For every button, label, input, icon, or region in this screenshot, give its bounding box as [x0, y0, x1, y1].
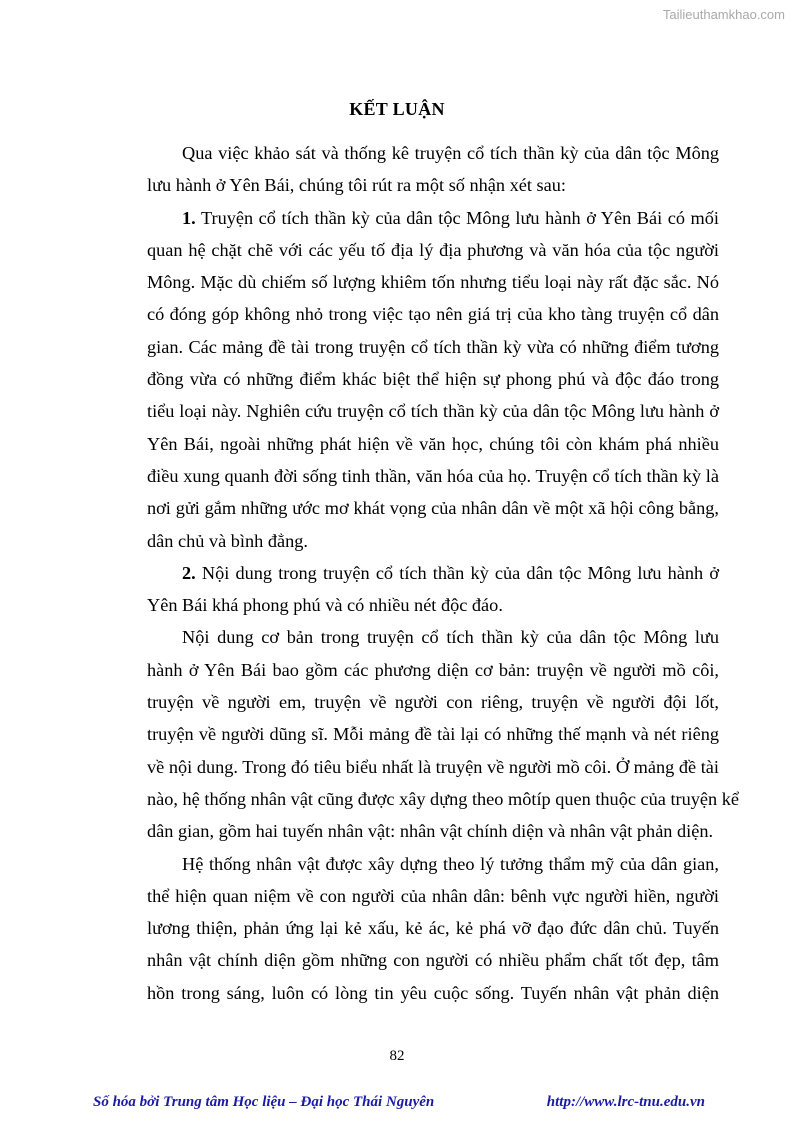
text-line	[147, 557, 719, 589]
line-text: dân gian, gồm hai tuyến nhân vật: nhân vật chính diện và nhân vật phản diện.	[147, 821, 714, 842]
line-text: điều xung quanh đời sống tinh thần, văn hóa của họ. Truyện cổ tích thần kỳ là	[147, 465, 719, 486]
line-text: nơi gửi gắm những ước mơ khát vọng của nhân dân về một xã hội công bằng,	[147, 498, 719, 519]
text-line	[147, 912, 719, 944]
line-text: truyện về người dũng sĩ. Mỗi mảng đề tài lại có những thế mạnh và nét riêng	[147, 724, 719, 745]
text-line	[147, 880, 719, 912]
line-text: Truyện cổ tích thần kỳ của dân tộc Mông lưu hành ở Yên Bái có mối	[195, 207, 719, 228]
line-text: đồng vừa có những điểm khác biệt thể hiện sự phong phú và độc đáo trong	[147, 369, 719, 390]
text-line	[147, 783, 739, 815]
line-text: Qua việc khảo sát và thống kê truyện cổ tích thần kỳ của dân tộc Mông	[182, 143, 719, 163]
line-text: nào, hệ thống nhân vật cũng được xây dựng theo môtíp quen thuộc của truyện kể	[147, 788, 739, 809]
text-line	[147, 234, 719, 266]
text-line	[147, 589, 719, 621]
text-line	[147, 654, 719, 686]
line-text: lưu hành ở Yên Bái, chúng tôi rút ra một số nhận xét sau:	[147, 175, 566, 196]
footer-source: Số hóa bởi Trung tâm Học liệu – Đại học Thái Nguyên	[93, 1094, 435, 1110]
paragraph	[147, 202, 719, 557]
text-line	[147, 331, 719, 363]
line-text: Nội dung cơ bản trong truyện cổ tích thần kỳ của dân tộc Mông lưu	[182, 627, 719, 648]
text-line	[147, 525, 719, 557]
paragraph	[147, 848, 719, 1009]
text-line	[147, 363, 719, 395]
paragraph	[147, 557, 719, 622]
text-line	[147, 428, 719, 460]
text-line	[147, 266, 719, 298]
text-line	[147, 944, 719, 976]
watermark: Tailieuthamkhao.com	[662, 7, 785, 22]
item-number: 1.	[182, 207, 196, 228]
line-text: hành ở Yên Bái bao gồm các phương diện cơ bản: truyện về người mồ côi,	[147, 659, 719, 680]
text-line	[147, 395, 719, 427]
line-text: tiểu loại này. Nghiên cứu truyện cổ tích thần kỳ của dân tộc Mông lưu hành ở	[147, 401, 719, 422]
paragraph	[147, 621, 739, 847]
text-line	[147, 460, 719, 492]
text-line	[147, 977, 719, 1009]
text-line	[147, 718, 719, 750]
line-text: Mông. Mặc dù chiếm số lượng khiêm tốn nhưng tiểu loại này rất đặc sắc. Nó	[147, 272, 719, 293]
text-line	[147, 848, 719, 880]
line-text: truyện về người em, truyện về người con riêng, truyện về người đội lốt,	[147, 692, 719, 713]
text-line	[147, 751, 719, 783]
line-text: Yên Bái khá phong phú và có nhiều nét độc đáo.	[147, 595, 503, 616]
line-text: Nội dung trong truyện cổ tích thần kỳ của dân tộc Mông lưu hành ở	[195, 562, 719, 583]
line-text: lương thiện, phản ứng lại kẻ xấu, kẻ ác, kẻ phá vỡ đạo đức dân chủ. Tuyến	[147, 918, 719, 939]
text-line	[147, 621, 719, 653]
line-text: thể hiện quan niệm về con người của nhân dân: bênh vực người hiền, người	[147, 885, 719, 906]
line-text: dân chủ và bình đẳng.	[147, 530, 308, 551]
line-text: nhân vật chính diện gồm những con người có nhiều phẩm chất tốt đẹp, tâm	[147, 950, 719, 971]
page-number: 82	[389, 1048, 405, 1064]
text-line	[147, 815, 719, 847]
text-line	[147, 298, 719, 330]
page-title: KẾT LUẬN	[349, 99, 445, 119]
document-body	[147, 137, 739, 1009]
line-text: hồn trong sáng, luôn có lòng tin yêu cuộc sống. Tuyến nhân vật phản diện	[147, 982, 719, 1003]
line-text: về nội dung. Trong đó tiêu biểu nhất là truyện về người mồ côi. Ở mảng đề tài	[147, 756, 719, 777]
line-text: Yên Bái, ngoài những phát hiện về văn học, chúng tôi còn khám phá nhiều	[147, 433, 719, 454]
footer-link[interactable]: http://www.lrc-tnu.edu.vn	[546, 1094, 705, 1110]
paragraph	[147, 137, 719, 202]
text-line	[147, 492, 719, 524]
line-text: có đóng góp không nhỏ trong việc tạo nên giá trị của kho tàng truyện cổ dân	[147, 304, 719, 325]
text-line	[147, 169, 719, 201]
text-line	[147, 202, 719, 234]
line-text: quan hệ chặt chẽ với các yếu tố địa lý địa phương và văn hóa của tộc người	[147, 239, 719, 260]
text-line	[147, 137, 719, 169]
item-number: 2.	[182, 562, 196, 583]
text-line	[147, 686, 719, 718]
line-text: Hệ thống nhân vật được xây dựng theo lý tưởng thẩm mỹ của dân gian,	[182, 853, 719, 874]
line-text: gian. Các mảng đề tài trong truyện cổ tích thần kỳ vừa có những điểm tương	[147, 336, 719, 357]
